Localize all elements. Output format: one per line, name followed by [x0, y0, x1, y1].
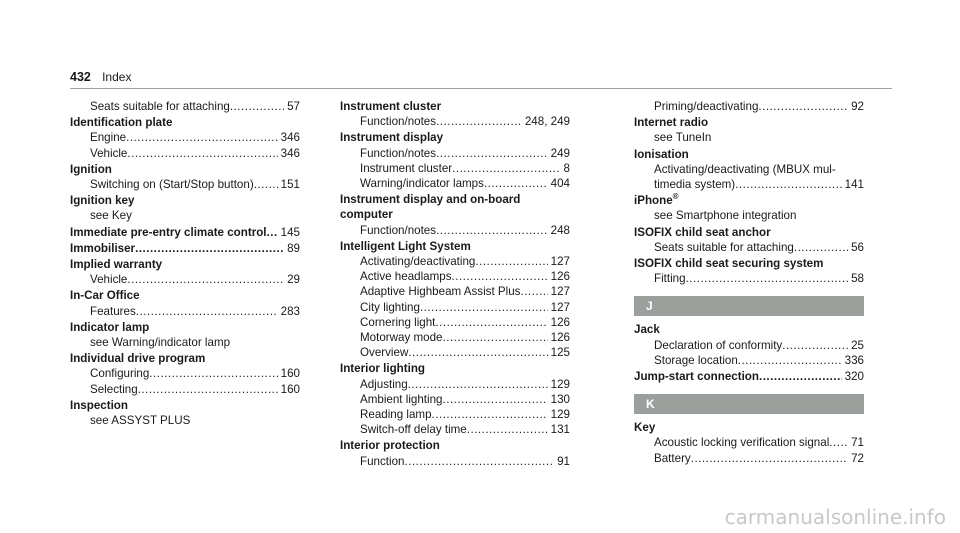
index-heading: In-Car Office: [70, 289, 140, 303]
page-ref[interactable]: 125: [550, 346, 570, 360]
index-subentry[interactable]: Instrument cluster ..... 8: [340, 161, 570, 176]
index-subentry[interactable]: Function ..... 91: [340, 454, 570, 469]
page-ref[interactable]: 25: [851, 338, 864, 352]
page-ref[interactable]: 56: [851, 240, 864, 254]
index-entry: [634, 322, 864, 368]
page-ref[interactable]: 91: [557, 454, 570, 468]
index-entry: [634, 147, 864, 193]
index-heading: Jack: [634, 323, 660, 337]
page-ref[interactable]: 249: [550, 146, 570, 160]
page-ref[interactable]: 130: [550, 392, 570, 406]
index-entry: [70, 115, 300, 161]
page-ref[interactable]: 248: [550, 223, 570, 237]
page-ref[interactable]: 160: [280, 367, 300, 381]
index-entry: [634, 193, 864, 223]
page-ref[interactable]: 131: [550, 423, 570, 437]
page-ref[interactable]: 404: [550, 177, 570, 191]
index-entry: [70, 225, 300, 240]
index-subentry[interactable]: Features ..... 283: [70, 304, 300, 319]
index-heading: Indicator lamp: [70, 320, 150, 334]
page-ref[interactable]: 57: [287, 100, 300, 113]
index-entry: [70, 162, 300, 192]
index-subentry[interactable]: Adaptive Highbeam Assist Plus ..... 127: [340, 284, 570, 299]
page-ref[interactable]: 320: [844, 370, 864, 384]
see-reference[interactable]: see Warning/indicator lamp: [90, 336, 231, 350]
index-subentry[interactable]: Fitting ..... 58: [634, 271, 864, 286]
index-entry: [70, 320, 300, 350]
index-subentry[interactable]: Seats suitable for attaching ..... 56: [634, 240, 864, 255]
index-subentry[interactable]: Battery ..... 72: [634, 451, 864, 466]
index-entry: [340, 192, 570, 238]
index-subentry[interactable]: Overview ..... 125: [340, 345, 570, 360]
index-subentry[interactable]: Ambient lighting ..... 130: [340, 392, 570, 407]
index-subentry[interactable]: Selecting ..... 160: [70, 382, 300, 397]
page-ref[interactable]: 160: [280, 382, 300, 396]
index-subentry[interactable]: Warning/indicator lamps ..... 404: [340, 176, 570, 191]
page-ref[interactable]: 8: [563, 161, 570, 175]
see-reference[interactable]: see TuneIn: [654, 131, 712, 145]
index-subentry[interactable]: Active headlamps ..... 126: [340, 269, 570, 284]
page-ref[interactable]: 129: [550, 408, 570, 422]
index-subentry[interactable]: Function/notes ..... 248, 249: [340, 114, 570, 129]
index-heading: Implied warranty: [70, 258, 163, 272]
page-ref[interactable]: 145: [280, 225, 300, 239]
page-ref[interactable]: 29: [287, 273, 300, 287]
index-heading[interactable]: Jump-start connection ..... 320: [634, 369, 864, 384]
index-heading[interactable]: Immediate pre-entry climate control ..... 145: [70, 225, 300, 240]
page-ref[interactable]: 283: [280, 304, 300, 318]
index-subentry[interactable]: Adjusting ..... 129: [340, 377, 570, 392]
index-heading: ISOFIX child seat securing system: [634, 257, 824, 271]
page-ref[interactable]: 346: [280, 131, 300, 145]
index-subentry[interactable]: Declaration of conformity ..... 25: [634, 338, 864, 353]
index-entry: [634, 369, 864, 384]
index-subentry-line: Activating/deactivating (MBUX mul-: [654, 162, 836, 176]
page-ref[interactable]: 129: [550, 377, 570, 391]
page-ref[interactable]: 127: [550, 300, 570, 314]
index-entry: [70, 193, 300, 223]
index-entry: [70, 241, 300, 256]
page-ref[interactable]: 89: [287, 241, 300, 255]
index-heading: Intelligent Light System: [340, 239, 471, 253]
index-heading: Ignition key: [70, 194, 135, 208]
index-heading: Interior protection: [340, 439, 440, 453]
page-ref[interactable]: 72: [851, 451, 864, 465]
index-heading: Key: [634, 421, 656, 435]
index-entry: [70, 257, 300, 287]
index-heading: Identification plate: [70, 116, 173, 130]
index-subentry[interactable]: Switching on (Start/Stop button) ..... 151: [70, 177, 300, 192]
page-title: Index: [102, 70, 132, 84]
index-entry: [634, 256, 864, 286]
index-heading: Instrument display: [340, 131, 444, 145]
index-subentry[interactable]: Function/notes ..... 249: [340, 146, 570, 161]
index-heading: Individual drive program: [70, 352, 206, 366]
section-letter-j: J: [634, 296, 864, 316]
index-entry: [70, 99, 300, 114]
index-subentry[interactable]: Function/notes ..... 248: [340, 223, 570, 238]
section-letter-k: K: [634, 394, 864, 414]
watermark: carmanualsonline.info: [724, 505, 946, 529]
index-subentry[interactable]: City lighting ..... 127: [340, 300, 570, 315]
page-ref[interactable]: 71: [851, 436, 864, 450]
see-reference[interactable]: see ASSYST PLUS: [90, 414, 191, 428]
index-subentry[interactable]: Switch-off delay time ..... 131: [340, 422, 570, 437]
page-ref[interactable]: 346: [280, 146, 300, 160]
index-entry: [70, 398, 300, 428]
index-heading: Instrument cluster: [340, 100, 442, 113]
index-heading: Instrument display and on-board computer: [340, 193, 521, 222]
page-ref[interactable]: 126: [550, 270, 570, 284]
page-number: 432: [70, 70, 91, 84]
index-subentry[interactable]: Vehicle ..... 29: [70, 272, 300, 287]
index-subentry[interactable]: Activating/deactivating ..... 127: [340, 254, 570, 269]
index-entry: [340, 438, 570, 468]
page-ref[interactable]: 127: [550, 285, 570, 299]
page-ref[interactable]: 92: [851, 100, 864, 113]
index-subentry[interactable]: Cornering light ..... 126: [340, 315, 570, 330]
index-subentry[interactable]: Configuring ..... 160: [70, 366, 300, 381]
index-subentry[interactable]: Engine ..... 346: [70, 130, 300, 145]
index-entry: [340, 99, 570, 129]
index-entry: [634, 115, 864, 145]
index-column-1: [70, 99, 300, 429]
index-subentry[interactable]: timedia system) ..... 141: [634, 177, 864, 192]
index-column-3: [634, 99, 864, 467]
page-ref[interactable]: 141: [844, 178, 864, 192]
index-heading: Internet radio: [634, 116, 709, 130]
index-entry: [634, 420, 864, 466]
index-subentry[interactable]: Priming/deactivating ..... 92: [634, 99, 864, 114]
page-ref[interactable]: 126: [550, 315, 570, 329]
index-subentry[interactable]: Acoustic locking verification signal ..... 71: [634, 435, 864, 450]
index-entry: [340, 130, 570, 191]
index-heading: Interior lighting: [340, 362, 426, 376]
index-heading: iPhone®: [634, 192, 679, 208]
page-ref[interactable]: 248, 249: [524, 115, 570, 129]
see-reference[interactable]: see Smartphone integration: [654, 209, 797, 223]
index-column-2: [340, 99, 570, 470]
index-entry: [634, 99, 864, 114]
index-heading: Ionisation: [634, 147, 689, 161]
page-ref[interactable]: 127: [550, 255, 570, 269]
index-subentry[interactable]: Seats suitable for attaching ..... 57: [70, 99, 300, 114]
page-ref[interactable]: 151: [280, 178, 300, 192]
index-entry: [70, 351, 300, 397]
index-subentry[interactable]: Vehicle ..... 346: [70, 146, 300, 161]
index-subentry[interactable]: Storage location ..... 336: [634, 353, 864, 368]
page-ref[interactable]: 126: [550, 331, 570, 345]
index-entry: [70, 288, 300, 318]
header-rule: [70, 88, 892, 89]
page-ref[interactable]: 58: [851, 272, 864, 286]
index-entry: [340, 239, 570, 361]
index-heading: Inspection: [70, 398, 128, 412]
index-entry: [634, 225, 864, 255]
index-heading[interactable]: Immobiliser ..... 89: [70, 241, 300, 256]
index-entry: [340, 361, 570, 437]
index-subentry[interactable]: Motorway mode ..... 126: [340, 330, 570, 345]
registered-mark: ®: [672, 192, 679, 202]
page-header: [70, 70, 892, 84]
index-subentry[interactable]: Reading lamp ..... 129: [340, 407, 570, 422]
index-heading: ISOFIX child seat anchor: [634, 225, 771, 239]
index-heading: Ignition: [70, 162, 112, 176]
see-reference[interactable]: see Key: [90, 209, 132, 223]
page-ref[interactable]: 336: [844, 353, 864, 367]
